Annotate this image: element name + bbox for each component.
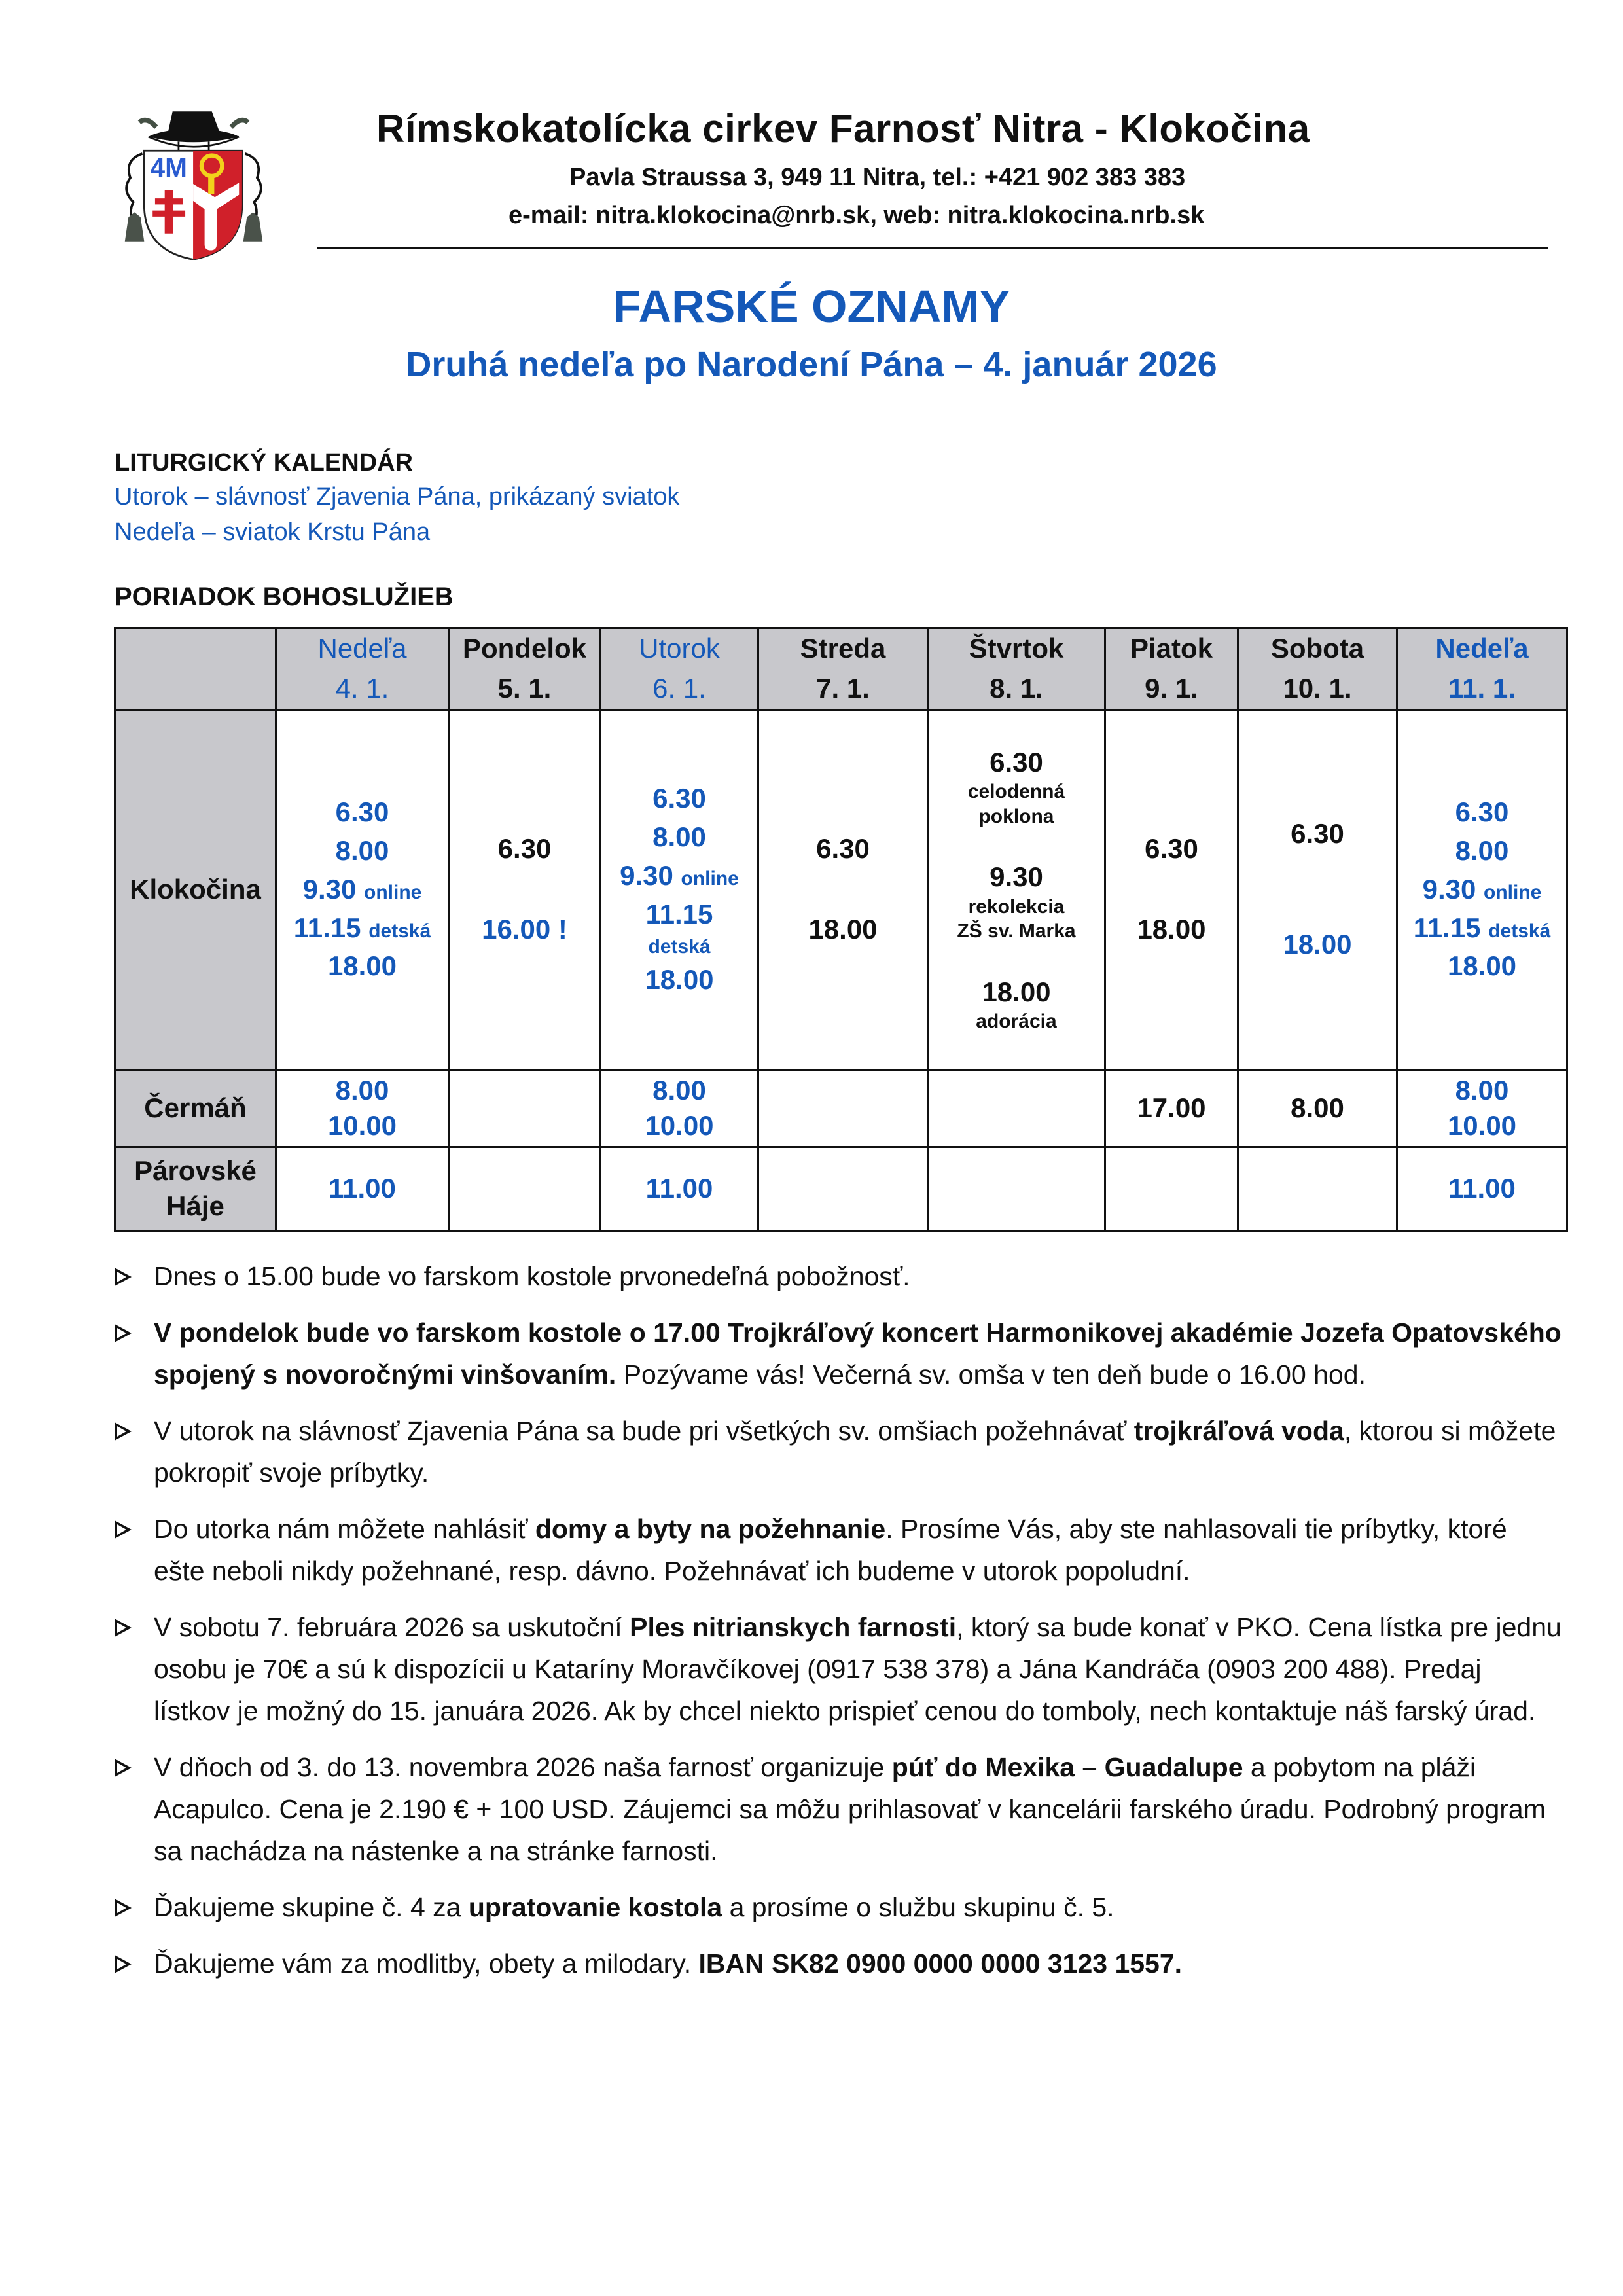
day-header: Streda 7. 1. <box>758 628 928 710</box>
schedule-cell <box>1105 1147 1238 1230</box>
schedule-cell: 8.00 10.00 <box>276 1069 449 1147</box>
arrow-bullet-icon <box>115 1955 132 1973</box>
day-header: Sobota 10. 1. <box>1238 628 1397 710</box>
schedule-cell: 6.30 16.00 ! <box>449 709 601 1069</box>
parish-coat-of-arms-icon <box>115 98 272 270</box>
arrow-bullet-icon <box>115 1899 132 1917</box>
arrow-bullet-icon <box>115 1759 132 1777</box>
announcement-text: Do utorka nám môžete nahlásiť domy a byty na požehnanie. Prosíme Vás, aby ste nahlasovali tie príbytky, ktoré ešte neboli nikdy požehnané, resp. dávno. Požehnávať ich budeme v utorok popoludní. <box>154 1514 1507 1586</box>
mass-schedule-heading: PORIADOK BOHOSLUŽIEB <box>115 583 454 611</box>
organization-address: Pavla Straussa 3, 949 11 Nitra, tel.: +421 902 383 383 <box>569 164 1186 191</box>
liturgical-calendar-item: Nedeľa – sviatok Krstu Pána <box>115 518 431 546</box>
arrow-bullet-icon <box>115 1520 132 1539</box>
schedule-cell: 8.00 10.00 <box>1397 1069 1567 1147</box>
announcement-text: Dnes o 15.00 bude vo farskom kostole prvonedeľná pobožnosť. <box>154 1261 910 1291</box>
schedule-cell: 17.00 <box>1105 1069 1238 1147</box>
schedule-cell: 6.30 8.00 9.30 online 11.15 detská 18.00 <box>1397 709 1567 1069</box>
announcement-item <box>115 1746 1564 1872</box>
schedule-cell <box>758 1069 928 1147</box>
schedule-cell <box>758 1147 928 1230</box>
announcement-item <box>115 1410 1564 1494</box>
document-subtitle: Druhá nedeľa po Narodení Pána – 4. január 2026 <box>406 345 1217 384</box>
day-header: Nedeľa 4. 1. <box>276 628 449 710</box>
location-label: Párovské Háje <box>115 1147 276 1230</box>
day-header: Piatok 9. 1. <box>1105 628 1238 710</box>
schedule-cell <box>449 1069 601 1147</box>
schedule-cell: 11.00 <box>601 1147 758 1230</box>
schedule-row-parovske-haje <box>115 1147 1567 1230</box>
schedule-cell: 11.00 <box>276 1147 449 1230</box>
arrow-bullet-icon <box>115 1268 132 1286</box>
schedule-header-row <box>115 628 1567 710</box>
liturgical-calendar-item: Utorok – slávnosť Zjavenia Pána, prikázaný sviatok <box>115 483 680 511</box>
announcement-text: Ďakujeme skupine č. 4 za upratovanie kostola a prosíme o službu skupinu č. 5. <box>154 1892 1115 1922</box>
day-header: Utorok 6. 1. <box>601 628 758 710</box>
schedule-cell <box>928 1069 1105 1147</box>
schedule-cell: 6.30 8.00 9.30 online 11.15 detská 18.00 <box>276 709 449 1069</box>
announcement-item <box>115 1943 1564 1984</box>
schedule-cell <box>449 1147 601 1230</box>
announcement-item <box>115 1886 1564 1928</box>
announcement-item <box>115 1606 1564 1732</box>
header-divider <box>317 247 1548 249</box>
announcement-text: V sobotu 7. februára 2026 sa uskutoční Ples nitrianskych farnosti, ktorý sa bude konať v PKO. Cena lístka pre jednu osobu je 70€ a sú k dispozícii u Kataríny Moravčíkovej (0917 538 378) a Jána Kandráča (0903 200 488). Predaj lístkov je možný do 15. januára 2026. Ak by chcel niekto prispieť cenou do tomboly, nech kontaktuje náš farský úrad. <box>154 1612 1561 1726</box>
announcement-item <box>115 1312 1564 1395</box>
announcement-text: V pondelok bude vo farskom kostole o 17.00 Trojkráľový koncert Harmonikovej akadémie Jozefa Opatovského spojený s novoročnými vinšovaním. Pozývame vás! Večerná sv. omša v ten deň bude o 16.00 hod. <box>154 1318 1561 1390</box>
schedule-cell: 6.30 18.00 <box>758 709 928 1069</box>
location-label: Klokočina <box>115 709 276 1069</box>
schedule-cell: 6.30 celodenná poklona 9.30 rekolekcia ZŠ sv. Marka 18.00 adorácia <box>928 709 1105 1069</box>
location-label: Čermáň <box>115 1069 276 1147</box>
mass-schedule-table <box>114 627 1568 1232</box>
announcements-list <box>115 1255 1564 1999</box>
announcement-item <box>115 1508 1564 1592</box>
document-title: FARSKÉ OZNAMY <box>613 281 1010 332</box>
schedule-cell: 6.30 18.00 <box>1238 709 1397 1069</box>
schedule-cell: 6.30 8.00 9.30 online 11.15 detská 18.00 <box>601 709 758 1069</box>
day-header: Pondelok 5. 1. <box>449 628 601 710</box>
announcement-text: V utorok na slávnosť Zjavenia Pána sa bude pri všetkých sv. omšiach požehnávať trojkráľová voda, ktorou si môžete pokropiť svoje príbytky. <box>154 1416 1556 1488</box>
day-header: Štvrtok 8. 1. <box>928 628 1105 710</box>
announcement-text: Ďakujeme vám za modlitby, obety a milodary. IBAN SK82 0900 0000 0000 3123 1557. <box>154 1948 1183 1979</box>
arrow-bullet-icon <box>115 1324 132 1342</box>
arrow-bullet-icon <box>115 1422 132 1441</box>
announcement-item <box>115 1255 1564 1297</box>
announcement-text: V dňoch od 3. do 13. novembra 2026 naša farnosť organizuje púť do Mexika – Guadalupe a pobytom na pláži Acapulco. Cena je 2.190 € + 100 USD. Záujemci sa môžu prihlasovať v kancelárii farského úradu. Podrobný program sa nachádza na nástenke a na stránke farnosti. <box>154 1752 1546 1866</box>
schedule-row-klokocina <box>115 709 1567 1069</box>
svg-text:4M: 4M <box>150 152 187 183</box>
organization-contact: e-mail: nitra.klokocina@nrb.sk, web: nitra.klokocina.nrb.sk <box>508 202 1205 229</box>
schedule-row-cerman <box>115 1069 1567 1147</box>
corner-cell <box>115 628 276 710</box>
day-header: Nedeľa 11. 1. <box>1397 628 1567 710</box>
liturgical-calendar-heading: LITURGICKÝ KALENDÁR <box>115 449 413 476</box>
schedule-cell: 8.00 <box>1238 1069 1397 1147</box>
schedule-cell <box>928 1147 1105 1230</box>
schedule-cell: 6.30 18.00 <box>1105 709 1238 1069</box>
schedule-cell: 8.00 10.00 <box>601 1069 758 1147</box>
schedule-cell <box>1238 1147 1397 1230</box>
arrow-bullet-icon <box>115 1619 132 1637</box>
organization-name: Rímskokatolícka cirkev Farnosť Nitra - Klokočina <box>376 107 1310 151</box>
schedule-cell: 11.00 <box>1397 1147 1567 1230</box>
